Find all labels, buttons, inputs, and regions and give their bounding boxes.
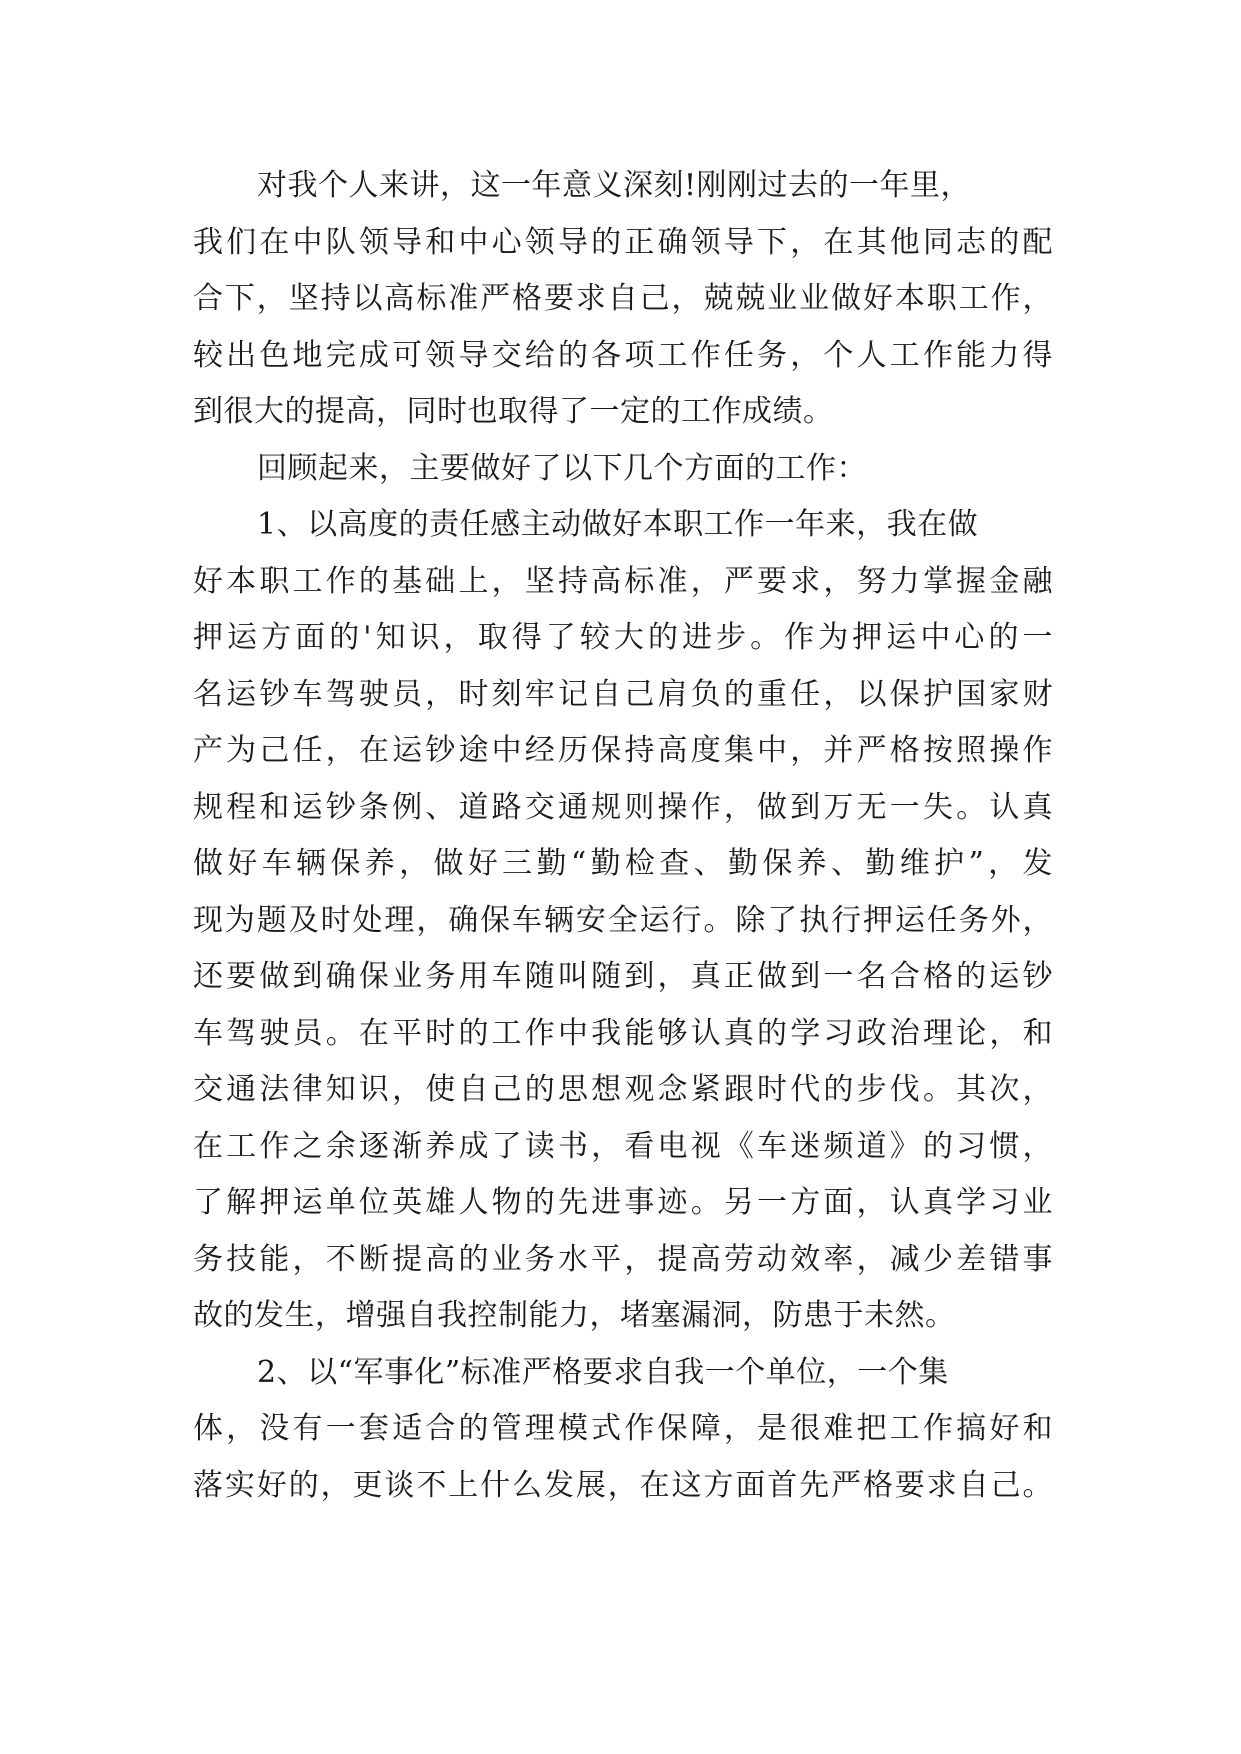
paragraph-line: 车驾驶员。在平时的工作中我能够认真的学习政治理论，和 bbox=[193, 1015, 1053, 1051]
paragraph-line: 回顾起来，主要做好了以下几个方面的工作： bbox=[257, 450, 867, 486]
paragraph-line: 规程和运钞条例、道路交通规则操作，做到万无一失。认真 bbox=[193, 789, 1053, 825]
paragraph-line: 合下，坚持以高标准严格要求自己，兢兢业业做好本职工作， bbox=[193, 281, 1053, 316]
paragraph-line: 我们在中队领导和中心领导的正确领导下，在其他同志的配 bbox=[193, 224, 1053, 260]
paragraph-line: 较出色地完成可领导交给的各项工作任务，个人工作能力得 bbox=[193, 337, 1053, 373]
paragraph-line: 好本职工作的基础上，坚持高标准，严要求，努力掌握金融 bbox=[193, 563, 1053, 599]
document-body bbox=[193, 158, 1053, 1514]
paragraph-line: 交通法律知识，使自己的思想观念紧跟时代的步伐。其次， bbox=[193, 1072, 1053, 1107]
paragraph-line: 对我个人来讲，这一年意义深刻!刚刚过去的一年里， bbox=[257, 168, 972, 203]
paragraph-line: 还要做到确保业务用车随叫随到，真正做到一名合格的运钞 bbox=[193, 959, 1053, 994]
paragraph-line: 在工作之余逐渐养成了读书，看电视《车迷频道》的习惯， bbox=[193, 1128, 1053, 1164]
paragraph-line: 产为己任，在运钞途中经历保持高度集中，并严格按照操作 bbox=[193, 733, 1053, 768]
paragraph-line: 体，没有一套适合的管理模式作保障，是很难把工作搞好和 bbox=[193, 1411, 1053, 1446]
paragraph-line: 落实好的，更谈不上什么发展，在这方面首先严格要求自己。 bbox=[193, 1467, 1053, 1503]
paragraph-line: 务技能，不断提高的业务水平，提高劳动效率，减少差错事 bbox=[193, 1241, 1053, 1277]
paragraph-line: 故的发生，增强自我控制能力，堵塞漏洞，防患于未然。 bbox=[193, 1298, 956, 1333]
paragraph-line: 现为题及时处理，确保车辆安全运行。除了执行押运任务外， bbox=[193, 902, 1053, 938]
paragraph-line: 做好车辆保养，做好三勤“勤检查、勤保养、勤维护”，发 bbox=[193, 846, 1053, 881]
paragraph-line: 1、以高度的责任感主动做好本职工作一年来，我在做 bbox=[257, 507, 979, 542]
paragraph-line: 名运钞车驾驶员，时刻牢记自己肩负的重任，以保护国家财 bbox=[193, 676, 1053, 712]
paragraph-line: 了解押运单位英雄人物的先进事迹。另一方面，认真学习业 bbox=[193, 1185, 1053, 1220]
paragraph-line: 押运方面的'知识，取得了较大的进步。作为押运中心的一 bbox=[193, 620, 1053, 655]
paragraph-line: 2、以“军事化”标准严格要求自我一个单位，一个集 bbox=[257, 1354, 949, 1390]
paragraph-line: 到很大的提高，同时也取得了一定的工作成绩。 bbox=[193, 394, 834, 429]
